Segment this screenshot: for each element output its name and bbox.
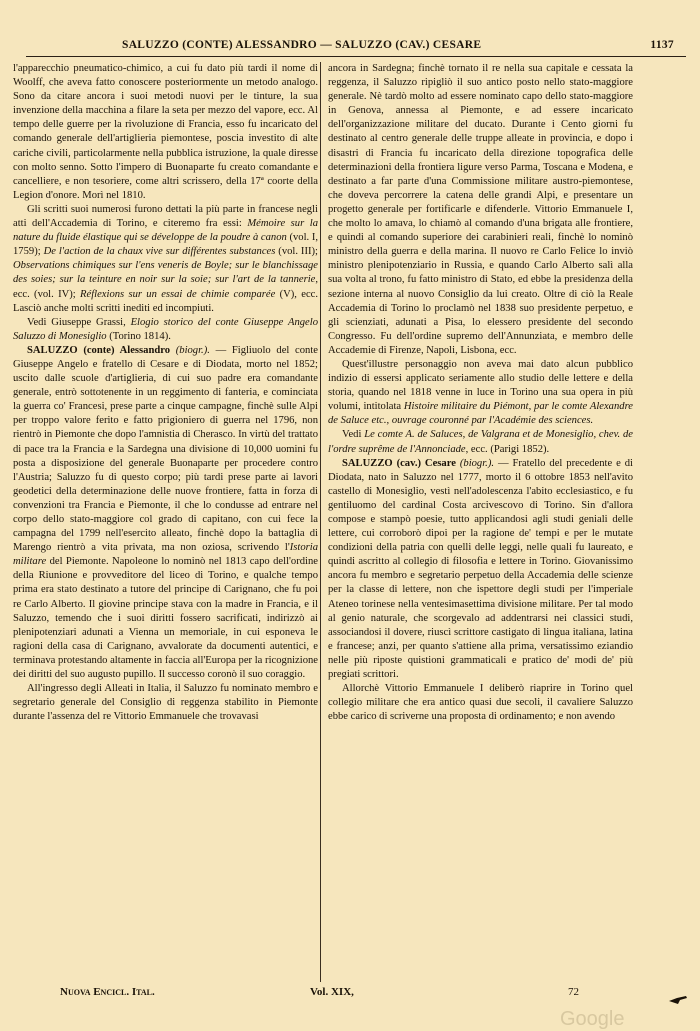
entry-heading: SALUZZO (conte) Alessandro <box>27 344 171 356</box>
paragraph: l'apparecchio pneumatico-chimico, a cui fu dato più tardi il nome di Woolff, che aveva fatto conoscere posteriormente un metodo analogo. Sono da citare ancora i suoi metodi nuovi per le tinture, la sua invenzione della macchina a filare la seta per mezzo del vapore, ecc. Al tempo delle guerre per la rivoluzione di Francia, esso fu incaricato del comando generale dell'artiglieria piemontese, poscia investito di alte cariche civili, particolarmente nella pubblica istruzione, la quale diresse con molto senno. Sotto l'impero di Buonaparte fu creato comandante e cancelliere, e non tesoriere, come altri scrissero, della 17ª coorte della Legion d'onore. Morì nel 1810. <box>13 63 318 201</box>
page-footer <box>60 986 620 1004</box>
entry-saluzzo-alessandro: SALUZZO (conte) Alessandro (biogr.). — Figliuolo del conte Giuseppe Angelo e fratello di Cesare e di Diodata, morto nel 1852; uscito dalle scuole d'artiglieria, di cui suo padre era comandante generale, entrò sottotenente in un reggimento di fanteria, e cominciata la guerra co' Francesi, prese parte a cinque campagne, finchè sulle Alpi per troppo valore ferito e fatto prigioniero di guerra nel 1796, non rientrò in Piemonte che dopo l'amnistia di Cherasco. In virtù del trattato di pace tra la Francia e la Sardegna una divisione di 10,000 uomini fu posta a disposizione del generale Buonaparte per procedere contro l'Austria; Saluzzo fu di questo corpo; più tardi prese parte ai lavori geodetici della determinazione delle nuove frontiere, fatta in forza di convenzioni tra Francia e Piemonte, il che lo condusse ad entrare nel corpo dello stato-maggiore col grado di capitano, con cui fece la campagna del 1799 nell'esercito alleato, finchè dopo la battaglia di Marengo rientrò a vita privata, ma non oziosa, scrivendo l'Istoria militare del Piemonte. Napoleone lo nominò nel 1813 capo dell'ordine della Riunione e provveditore del liceo di Torino, e qualche tempo prima era stato destinato a tutore del principe di Carignano, che fu poi re Carlo Alberto. Il giovine principe stava con la madre in Francia, e il Saluzzo, temendo che i suoi diritti fossero sacrificati, indirizzò ai plenipotenziari adunati a Vienna un memoriale, in cui esponeva le ragioni della casa di Carignano, avvalorate da documenti autentici, e terminava protestando altamente in faccia all'Europa per la ricognizione dei diritti del suo augusto pupillo. Il successo coronò il suo coraggio. <box>13 344 318 681</box>
entry-heading: SALUZZO (cav.) Cesare <box>342 457 456 469</box>
left-column <box>13 62 318 982</box>
paragraph: Gli scritti suoi numerosi furono dettati la più parte in francese negli atti dell'Accademia di Torino, e citeremo fra essi: Mémoire sur la nature du fluide élastique qui se développe de la poudre à canon (vol. I, 1759); De l'action de la chaux vive sur différentes substances (vol. III); Observations chimiques sur l'ens veneris de Boyle; sur le blanchissage des soies; sur la teinture en noir sur la soie; sur l'art de la tannerie, ecc. (vol. IV); Réflexions sur un essai de chimie comparée (V), ecc. Lasciò anche molti scritti inediti ed incompiuti. <box>13 203 318 314</box>
footer-volume: Vol. XIX, <box>310 986 354 998</box>
right-column <box>328 62 633 982</box>
entry-saluzzo-cesare: SALUZZO (cav.) Cesare (biogr.). — Fratello del precedente e di Diodata, nato in Saluzzo nel 1777, morto il 6 ottobre 1853 nell'avito castello di Monesiglio, vestì nell'adolescenza l'abito ecclesiastico, e fu gentiluomo del cardinal Costa arcivescovo di Torino. Sin d'allora compose e stampò poesie, tutto applicandosi agli studi geniali delle lettere, cui corroborò dipoi per la ragione de' tempi e per le mutate condizioni della patria con quelli delle leggi, nelle quali fu laureato, e quindi ascritto al collegio di filosofia e lettere in Torino. Giovanissimo ancora fu membro e segretario perpetuo della Accademia delle scienze per la classe di lettere, non che ispettore degli studi per l'imperiale Ateneo torinese nella ventesimasettima divisione militare. Per tal modo al genio naturale, che scorgevalo ad addentrarsi nei classici studi, associandosi il dovere, riuscì scrittore castigato di lingua italiana, latina e francese; anzi, per quanto s'attiene alla prima, versatissimo eziandio nelle più riposte quistioni grammaticali e pratico de' modi de' più pregiati scrittori. <box>328 457 633 681</box>
watermark: Google <box>560 1008 625 1030</box>
running-header <box>26 38 686 57</box>
pointing-hand-icon <box>668 992 688 1006</box>
header-title: SALUZZO (CONTE) ALESSANDRO — SALUZZO (CAV.) CESARE <box>122 39 482 51</box>
paragraph: Vedi Giuseppe Grassi, Elogio storico del conte Giuseppe Angelo Saluzzo di Monesiglio (Torino 1814). <box>13 316 318 342</box>
column-divider <box>320 62 321 982</box>
paragraph: All'ingresso degli Alleati in Italia, il Saluzzo fu nominato membro e segretario generale del Consiglio di reggenza stabilito in Piemonte durante l'assenza del re Vittorio Emmanuele che trovavasi <box>13 683 318 723</box>
page-number: 1137 <box>650 39 674 51</box>
paragraph: ancora in Sardegna; finchè tornato il re nella sua capitale e cessata la reggenza, il Saluzzo ripigliò il suo antico posto nello stato-maggiore generale. Nè tardò molto ad essere nominato capo dello stato-maggiore in Genova, annessa al Piemonte, e ad essere incaricato dell'organizzazione militare del ducato. Durante i Cento giorni fu destinato al centro generale delle truppe alleate in provincia, e dopo i disastri di Francia fu incaricato della direzione topografica delle determinazioni della frontiera ligure verso Parma, Toscana e Modena, e destinato a far parte d'una Commissione militare austro-piemontese, che doveva percorrere la catena delle grandi Alpi, e presentare un progetto generale per fortificarle e difenderle. Vittorio Emmanuele I, che molto lo amava, lo chiamò al comando d'una brigata alle frontiere, e quindi al comando superiore dei carabinieri reali, finchè lo nominò ministro della guerra e della marina. Il nuovo re Carlo Felice lo inviò ministro plenipotenziario in Russia, e quando Carlo Alberto salì alla sua volta al trono, fu fatto ministro di Stato, ed ebbe la presidenza della sezione interna al nuovo Consiglio da lui creato. Oltre di ciò la Reale Accademia di Torino lo proclamò nel 1838 suo presidente perpetuo, e gli scienziati, adunati a Pisa, lo elessero presidente del secondo Congresso. Fu dell'ordine supremo dell'Annunziata, e membro delle Accademie di Firenze, Napoli, Lisbona, ecc. <box>328 63 633 356</box>
footer-signature: 72 <box>568 986 579 998</box>
paragraph: Quest'illustre personaggio non aveva mai dato alcun pubblico indizio di essersi applicato seriamente allo studio delle lettere e della storia, quando nel 1818 venne in luce in Torino una sua opera in più volumi, intitolata Histoire militaire du Piémont, par le comte Alexandre de Saluce etc., ouvrage couronné par l'Académie des sciences. <box>328 358 633 427</box>
paragraph: Allorchè Vittorio Emmanuele I deliberò riaprire in Torino quel collegio militare che era antico quasi due secoli, il cavaliere Saluzzo ebbe carico di scriverne una proposta di ordinamento; e non avendo <box>328 683 633 723</box>
footer-publication: Nuova Encicl. Ital. <box>60 986 155 998</box>
paragraph: Vedi Le comte A. de Saluces, de Valgrana et de Monesiglio, chev. de l'ordre suprême de l'Annonciade, ecc. (Parigi 1852). <box>328 429 633 455</box>
